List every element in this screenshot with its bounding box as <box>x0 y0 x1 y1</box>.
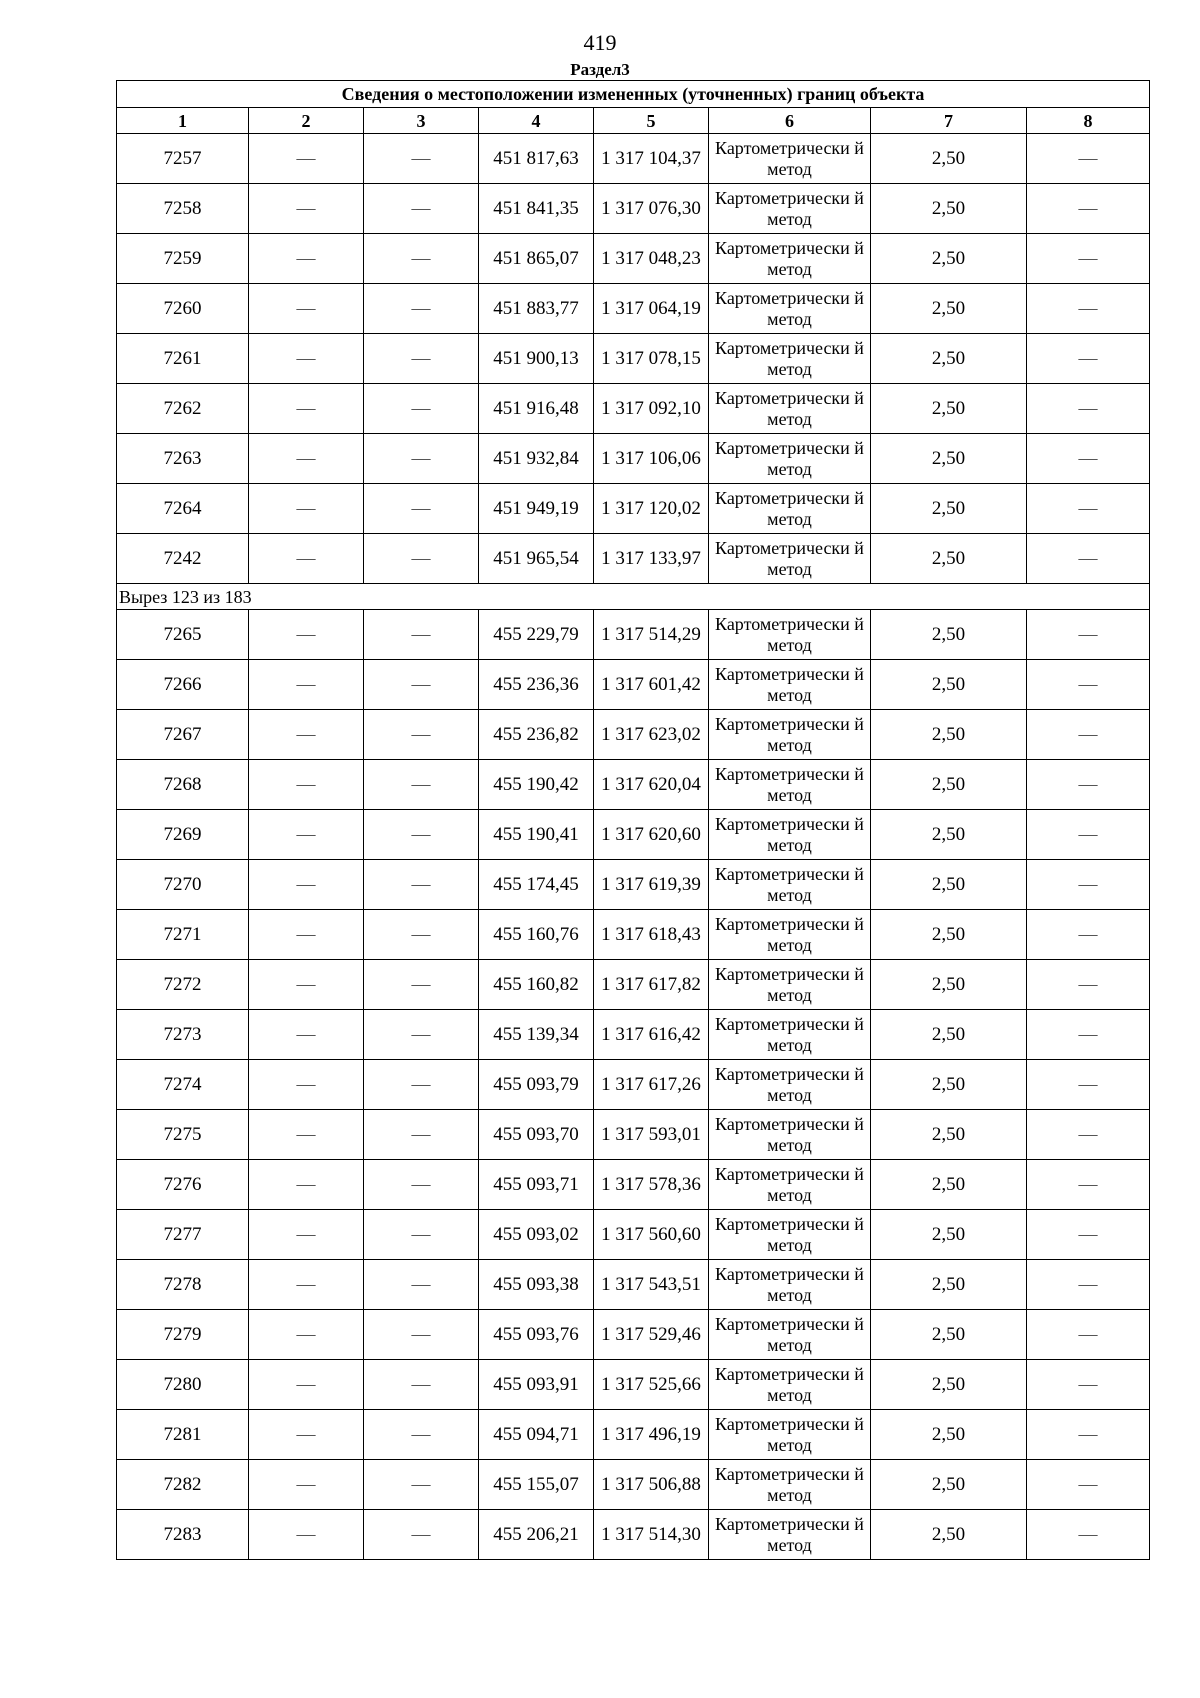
table-cell-col-3: — <box>364 1360 479 1410</box>
table-cell-col-2: — <box>249 710 364 760</box>
table-cell-col-6: Картометрически й метод <box>709 484 871 534</box>
table-cell-col-6: Картометрически й метод <box>709 1460 871 1510</box>
table-cell-col-1: 7267 <box>117 710 249 760</box>
column-number-5: 5 <box>594 108 709 134</box>
table-cell-col-6: Картометрически й метод <box>709 284 871 334</box>
table-row <box>117 434 1150 484</box>
table-cell-col-1: 7264 <box>117 484 249 534</box>
table-cell-col-5: 1 317 078,15 <box>594 334 709 384</box>
table-row <box>117 1210 1150 1260</box>
table-cell-col-2: — <box>249 1110 364 1160</box>
table-cell-col-8: — <box>1027 1210 1150 1260</box>
table-cell-col-7: 2,50 <box>871 910 1027 960</box>
table-cell-col-3: — <box>364 760 479 810</box>
table-cell-col-6: Картометрически й метод <box>709 1360 871 1410</box>
table-cell-col-4: 451 865,07 <box>479 234 594 284</box>
table-cell-col-5: 1 317 616,42 <box>594 1010 709 1060</box>
table-cell-col-2: — <box>249 810 364 860</box>
table-row <box>117 1510 1150 1560</box>
table-cell-col-2: — <box>249 960 364 1010</box>
table-cell-col-7: 2,50 <box>871 1110 1027 1160</box>
table-cell-col-5: 1 317 618,43 <box>594 910 709 960</box>
table-cell-col-3: — <box>364 1460 479 1510</box>
table-row <box>117 660 1150 710</box>
table-cell-col-5: 1 317 543,51 <box>594 1260 709 1310</box>
table-cell-col-1: 7276 <box>117 1160 249 1210</box>
table-cell-col-6: Картометрически й метод <box>709 234 871 284</box>
table-cell-col-4: 451 932,84 <box>479 434 594 484</box>
table-cell-col-4: 455 174,45 <box>479 860 594 910</box>
table-cell-col-8: — <box>1027 1010 1150 1060</box>
table-cell-col-2: — <box>249 1260 364 1310</box>
table-cell-col-8: — <box>1027 334 1150 384</box>
table-cell-col-2: — <box>249 234 364 284</box>
table-cell-col-1: 7273 <box>117 1010 249 1060</box>
table-row <box>117 610 1150 660</box>
table-cell-col-7: 2,50 <box>871 184 1027 234</box>
table-cell-col-8: — <box>1027 710 1150 760</box>
table-cell-col-4: 451 900,13 <box>479 334 594 384</box>
table-cell-col-3: — <box>364 284 479 334</box>
table-cell-col-7: 2,50 <box>871 1410 1027 1460</box>
table-cell-col-1: 7279 <box>117 1310 249 1360</box>
table-cell-col-3: — <box>364 860 479 910</box>
column-number-8: 8 <box>1027 108 1150 134</box>
table-cell-col-5: 1 317 620,04 <box>594 760 709 810</box>
table-cell-col-3: — <box>364 810 479 860</box>
table-cell-col-7: 2,50 <box>871 1360 1027 1410</box>
table-cell-col-5: 1 317 104,37 <box>594 134 709 184</box>
table-cell-col-7: 2,50 <box>871 660 1027 710</box>
table-cell-col-8: — <box>1027 1110 1150 1160</box>
table-cell-col-4: 451 965,54 <box>479 534 594 584</box>
table-cell-col-4: 451 949,19 <box>479 484 594 534</box>
column-number-6: 6 <box>709 108 871 134</box>
table-cell-col-2: — <box>249 860 364 910</box>
table-cell-col-7: 2,50 <box>871 1160 1027 1210</box>
table-cell-col-5: 1 317 048,23 <box>594 234 709 284</box>
page-number: 419 <box>583 30 617 55</box>
table-cell-col-5: 1 317 514,30 <box>594 1510 709 1560</box>
table-cell-col-3: — <box>364 960 479 1010</box>
table-cell-col-2: — <box>249 1210 364 1260</box>
table-cell-col-7: 2,50 <box>871 134 1027 184</box>
table-cell-col-6: Картометрически й метод <box>709 1110 871 1160</box>
table-cell-col-3: — <box>364 184 479 234</box>
table-cell-col-5: 1 317 529,46 <box>594 1310 709 1360</box>
table-cell-col-2: — <box>249 1510 364 1560</box>
table-row <box>117 1110 1150 1160</box>
table-cell-col-3: — <box>364 1410 479 1460</box>
table-cell-col-4: 451 841,35 <box>479 184 594 234</box>
table-cell-col-4: 455 093,76 <box>479 1310 594 1360</box>
table-cell-col-3: — <box>364 1510 479 1560</box>
table-cell-col-2: — <box>249 184 364 234</box>
table-cell-col-7: 2,50 <box>871 1460 1027 1510</box>
table-cell-col-5: 1 317 076,30 <box>594 184 709 234</box>
table-row <box>117 1410 1150 1460</box>
table-cell-col-4: 455 155,07 <box>479 1460 594 1510</box>
table-cell-col-5: 1 317 514,29 <box>594 610 709 660</box>
table-cell-col-4: 455 229,79 <box>479 610 594 660</box>
table-cell-col-7: 2,50 <box>871 234 1027 284</box>
table-cell-col-5: 1 317 506,88 <box>594 1460 709 1510</box>
table-cell-col-1: 7277 <box>117 1210 249 1260</box>
table-cell-col-3: — <box>364 484 479 534</box>
table-cell-col-6: Картометрически й метод <box>709 134 871 184</box>
table-cell-col-1: 7269 <box>117 810 249 860</box>
table-cell-col-2: — <box>249 1460 364 1510</box>
table-cell-col-4: 455 139,34 <box>479 1010 594 1060</box>
table-cell-col-7: 2,50 <box>871 284 1027 334</box>
table-cell-col-3: — <box>364 384 479 434</box>
table-cell-col-2: — <box>249 1410 364 1460</box>
table-cell-col-1: 7263 <box>117 434 249 484</box>
table-cell-col-4: 455 206,21 <box>479 1510 594 1560</box>
table-cell-col-8: — <box>1027 484 1150 534</box>
table-cell-col-2: — <box>249 1010 364 1060</box>
table-row <box>117 710 1150 760</box>
table-cell-col-4: 455 190,41 <box>479 810 594 860</box>
table-cell-col-5: 1 317 496,19 <box>594 1410 709 1460</box>
table-cell-col-6: Картометрически й метод <box>709 810 871 860</box>
table-cell-col-8: — <box>1027 660 1150 710</box>
table-cell-col-4: 455 093,79 <box>479 1060 594 1110</box>
table-row <box>117 1310 1150 1360</box>
table-cell-col-8: — <box>1027 1060 1150 1110</box>
table-cell-col-2: — <box>249 1060 364 1110</box>
table-cell-col-6: Картометрически й метод <box>709 1210 871 1260</box>
table-cell-col-3: — <box>364 1260 479 1310</box>
table-cell-col-8: — <box>1027 1360 1150 1410</box>
table-cell-col-3: — <box>364 334 479 384</box>
table-row <box>117 1160 1150 1210</box>
table-cell-col-1: 7259 <box>117 234 249 284</box>
table-cell-col-2: — <box>249 910 364 960</box>
table-cell-col-2: — <box>249 334 364 384</box>
table-cell-col-2: — <box>249 760 364 810</box>
table-cell-col-7: 2,50 <box>871 960 1027 1010</box>
table-cell-col-1: 7258 <box>117 184 249 234</box>
table-cell-col-1: 7242 <box>117 534 249 584</box>
table-cell-col-6: Картометрически й метод <box>709 1060 871 1110</box>
table-cell-col-1: 7283 <box>117 1510 249 1560</box>
table-cell-col-7: 2,50 <box>871 384 1027 434</box>
table-cell-col-5: 1 317 064,19 <box>594 284 709 334</box>
table-cell-col-8: — <box>1027 534 1150 584</box>
table-cell-col-7: 2,50 <box>871 710 1027 760</box>
table-cell-col-1: 7260 <box>117 284 249 334</box>
table-cell-col-8: — <box>1027 384 1150 434</box>
column-number-7: 7 <box>871 108 1027 134</box>
table-cell-col-3: — <box>364 134 479 184</box>
table-cell-col-1: 7265 <box>117 610 249 660</box>
table-cell-col-5: 1 317 092,10 <box>594 384 709 434</box>
column-number-4: 4 <box>479 108 594 134</box>
table-cell-col-2: — <box>249 284 364 334</box>
table-cell-col-4: 455 190,42 <box>479 760 594 810</box>
table-row <box>117 910 1150 960</box>
column-number-row <box>117 108 1150 134</box>
section-separator-row <box>117 584 1150 610</box>
table-row <box>117 960 1150 1010</box>
table-cell-col-2: — <box>249 434 364 484</box>
table-cell-col-4: 451 883,77 <box>479 284 594 334</box>
section-label: Раздел3 <box>570 60 630 79</box>
table-cell-col-8: — <box>1027 434 1150 484</box>
table-cell-col-5: 1 317 619,39 <box>594 860 709 910</box>
table-cell-col-7: 2,50 <box>871 1210 1027 1260</box>
table-cell-col-5: 1 317 620,60 <box>594 810 709 860</box>
table-cell-col-5: 1 317 578,36 <box>594 1160 709 1210</box>
table-cell-col-6: Картометрически й метод <box>709 434 871 484</box>
table-cell-col-6: Картометрически й метод <box>709 1160 871 1210</box>
table-cell-col-8: — <box>1027 1460 1150 1510</box>
table-cell-col-1: 7268 <box>117 760 249 810</box>
coordinates-table <box>116 80 1150 1560</box>
column-number-3: 3 <box>364 108 479 134</box>
table-cell-col-3: — <box>364 1160 479 1210</box>
table-cell-col-3: — <box>364 234 479 284</box>
table-cell-col-6: Картометрически й метод <box>709 1260 871 1310</box>
table-title-row <box>117 81 1150 108</box>
separator-label: Вырез 123 из 183 <box>117 584 1150 610</box>
table-row <box>117 810 1150 860</box>
table-cell-col-7: 2,50 <box>871 610 1027 660</box>
table-cell-col-3: — <box>364 1010 479 1060</box>
table-cell-col-1: 7281 <box>117 1410 249 1460</box>
table-cell-col-1: 7257 <box>117 134 249 184</box>
table-cell-col-8: — <box>1027 1160 1150 1210</box>
table-row <box>117 184 1150 234</box>
table-cell-col-6: Картометрически й метод <box>709 1310 871 1360</box>
table-cell-col-8: — <box>1027 610 1150 660</box>
table-cell-col-1: 7271 <box>117 910 249 960</box>
table-cell-col-6: Картометрически й метод <box>709 534 871 584</box>
table-cell-col-3: — <box>364 1210 479 1260</box>
table-cell-col-3: — <box>364 534 479 584</box>
table-cell-col-6: Картометрически й метод <box>709 610 871 660</box>
table-cell-col-1: 7261 <box>117 334 249 384</box>
table-cell-col-3: — <box>364 610 479 660</box>
table-cell-col-1: 7278 <box>117 1260 249 1310</box>
table-cell-col-6: Картометрически й метод <box>709 184 871 234</box>
table-cell-col-7: 2,50 <box>871 1510 1027 1560</box>
table-cell-col-4: 455 236,82 <box>479 710 594 760</box>
table-row <box>117 1460 1150 1510</box>
table-cell-col-2: — <box>249 1310 364 1360</box>
table-cell-col-7: 2,50 <box>871 760 1027 810</box>
table-cell-col-8: — <box>1027 860 1150 910</box>
table-cell-col-5: 1 317 560,60 <box>594 1210 709 1260</box>
table-cell-col-6: Картометрически й метод <box>709 384 871 434</box>
table-cell-col-7: 2,50 <box>871 1060 1027 1110</box>
table-cell-col-5: 1 317 106,06 <box>594 434 709 484</box>
table-row <box>117 860 1150 910</box>
table-cell-col-1: 7280 <box>117 1360 249 1410</box>
table-cell-col-3: — <box>364 434 479 484</box>
table-row <box>117 284 1150 334</box>
table-cell-col-1: 7270 <box>117 860 249 910</box>
table-cell-col-7: 2,50 <box>871 1310 1027 1360</box>
table-row <box>117 234 1150 284</box>
table-cell-col-8: — <box>1027 910 1150 960</box>
table-cell-col-2: — <box>249 534 364 584</box>
table-cell-col-1: 7275 <box>117 1110 249 1160</box>
table-cell-col-4: 451 916,48 <box>479 384 594 434</box>
table-cell-col-8: — <box>1027 1410 1150 1460</box>
table-cell-col-5: 1 317 617,26 <box>594 1060 709 1110</box>
table-cell-col-5: 1 317 601,42 <box>594 660 709 710</box>
table-cell-col-3: — <box>364 1110 479 1160</box>
table-cell-col-8: — <box>1027 1310 1150 1360</box>
table-row <box>117 134 1150 184</box>
table-row <box>117 760 1150 810</box>
table-cell-col-4: 455 093,91 <box>479 1360 594 1410</box>
table-cell-col-2: — <box>249 1360 364 1410</box>
table-title: Сведения о местоположении измененных (уточненных) границ объекта <box>117 81 1150 108</box>
table-row <box>117 534 1150 584</box>
table-cell-col-3: — <box>364 1310 479 1360</box>
table-cell-col-7: 2,50 <box>871 434 1027 484</box>
table-cell-col-7: 2,50 <box>871 1010 1027 1060</box>
table-cell-col-1: 7272 <box>117 960 249 1010</box>
table-cell-col-4: 455 094,71 <box>479 1410 594 1460</box>
table-cell-col-2: — <box>249 610 364 660</box>
table-cell-col-6: Картометрически й метод <box>709 760 871 810</box>
table-cell-col-7: 2,50 <box>871 1260 1027 1310</box>
table-cell-col-4: 455 093,70 <box>479 1110 594 1160</box>
table-cell-col-6: Картометрически й метод <box>709 1010 871 1060</box>
table-cell-col-6: Картометрически й метод <box>709 860 871 910</box>
table-cell-col-2: — <box>249 660 364 710</box>
table-cell-col-8: — <box>1027 1510 1150 1560</box>
table-cell-col-4: 451 817,63 <box>479 134 594 184</box>
table-cell-col-4: 455 093,71 <box>479 1160 594 1210</box>
table-cell-col-5: 1 317 623,02 <box>594 710 709 760</box>
table-row <box>117 334 1150 384</box>
table-cell-col-2: — <box>249 384 364 434</box>
table-cell-col-6: Картометрически й метод <box>709 660 871 710</box>
table-cell-col-3: — <box>364 660 479 710</box>
table-cell-col-4: 455 093,38 <box>479 1260 594 1310</box>
table-cell-col-3: — <box>364 910 479 960</box>
table-cell-col-7: 2,50 <box>871 534 1027 584</box>
table-cell-col-4: 455 160,76 <box>479 910 594 960</box>
table-cell-col-7: 2,50 <box>871 810 1027 860</box>
table-cell-col-1: 7266 <box>117 660 249 710</box>
table-cell-col-8: — <box>1027 760 1150 810</box>
table-cell-col-8: — <box>1027 184 1150 234</box>
table-cell-col-5: 1 317 133,97 <box>594 534 709 584</box>
table-row <box>117 1010 1150 1060</box>
table-cell-col-6: Картометрически й метод <box>709 960 871 1010</box>
table-cell-col-6: Картометрически й метод <box>709 910 871 960</box>
table-cell-col-1: 7274 <box>117 1060 249 1110</box>
table-cell-col-1: 7282 <box>117 1460 249 1510</box>
table-cell-col-2: — <box>249 1160 364 1210</box>
table-cell-col-4: 455 093,02 <box>479 1210 594 1260</box>
table-cell-col-8: — <box>1027 134 1150 184</box>
table-cell-col-2: — <box>249 484 364 534</box>
table-cell-col-8: — <box>1027 1260 1150 1310</box>
table-cell-col-6: Картометрически й метод <box>709 710 871 760</box>
table-cell-col-1: 7262 <box>117 384 249 434</box>
table-row <box>117 384 1150 434</box>
table-cell-col-6: Картометрически й метод <box>709 1510 871 1560</box>
table-cell-col-5: 1 317 617,82 <box>594 960 709 1010</box>
table-cell-col-3: — <box>364 710 479 760</box>
table-row <box>117 1260 1150 1310</box>
table-cell-col-4: 455 160,82 <box>479 960 594 1010</box>
table-cell-col-6: Картометрически й метод <box>709 334 871 384</box>
table-cell-col-8: — <box>1027 810 1150 860</box>
table-cell-col-7: 2,50 <box>871 860 1027 910</box>
table-cell-col-5: 1 317 593,01 <box>594 1110 709 1160</box>
column-number-1: 1 <box>117 108 249 134</box>
table-cell-col-4: 455 236,36 <box>479 660 594 710</box>
table-cell-col-7: 2,50 <box>871 334 1027 384</box>
table-cell-col-8: — <box>1027 234 1150 284</box>
table-row <box>117 1360 1150 1410</box>
table-body <box>117 134 1150 1560</box>
table-cell-col-7: 2,50 <box>871 484 1027 534</box>
table-cell-col-8: — <box>1027 284 1150 334</box>
table-row <box>117 484 1150 534</box>
column-number-2: 2 <box>249 108 364 134</box>
table-cell-col-5: 1 317 120,02 <box>594 484 709 534</box>
table-cell-col-5: 1 317 525,66 <box>594 1360 709 1410</box>
table-cell-col-3: — <box>364 1060 479 1110</box>
table-cell-col-6: Картометрически й метод <box>709 1410 871 1460</box>
table-cell-col-8: — <box>1027 960 1150 1010</box>
table-cell-col-2: — <box>249 134 364 184</box>
table-row <box>117 1060 1150 1110</box>
